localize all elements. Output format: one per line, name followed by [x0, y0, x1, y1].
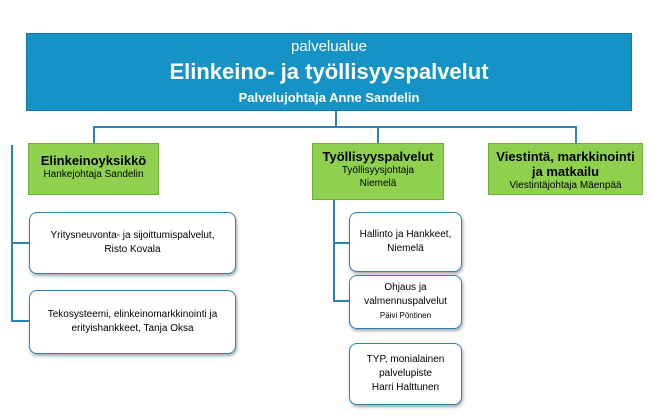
connector-horizontal — [93, 126, 577, 128]
left-tree-branch-2 — [11, 320, 29, 322]
header-director: Palvelujohtaja Anne Sandelin — [238, 90, 420, 105]
connector-to-elinkeino — [93, 126, 95, 143]
mid-tree-branch-2 — [333, 300, 349, 302]
box-line-1: Hallinto ja Hankkeet, — [359, 229, 452, 240]
box-line-2: valmennuspalvelut — [364, 296, 447, 307]
unit-title: Elinkeinoyksikkö — [40, 153, 147, 168]
unit-title-2: ja matkailu — [531, 164, 600, 179]
box-line-2: Risto Kovala — [104, 244, 161, 255]
header-category: palvelualue — [291, 38, 367, 55]
box-tekosysteemi — [29, 290, 236, 354]
mid-tree-vertical — [333, 200, 335, 302]
unit-tyollisyyspalvelut — [312, 143, 444, 200]
unit-title-1: Viestintä, markkinointi — [496, 149, 635, 164]
box-yritysneuvonta — [29, 212, 236, 274]
unit-subtitle: Hankejohtaja Sandelin — [43, 169, 144, 180]
connector-top-down — [335, 111, 337, 126]
connector-to-viestinta — [575, 126, 577, 143]
unit-subtitle-2: Niemelä — [359, 178, 397, 189]
palvelualue-header-box — [26, 33, 632, 111]
connector-to-tyollisyys — [377, 126, 379, 143]
header-title: Elinkeino- ja työllisyyspalvelut — [169, 59, 489, 84]
box-line-3: Päivi Pöntinen — [379, 311, 432, 320]
box-ohjaus — [349, 275, 462, 329]
unit-viestinta — [488, 143, 643, 195]
box-line-2: erityishankkeet, Tanja Oksa — [71, 323, 194, 334]
box-line-2: palvelupiste — [379, 368, 432, 379]
box-line-1: TYP, monialainen — [366, 354, 445, 365]
box-line-3: Harri Halttunen — [371, 382, 440, 393]
box-line-1: Ohjaus ja — [384, 282, 427, 293]
unit-title: Työllisyyspalvelut — [322, 149, 434, 164]
unit-subtitle: Viestintäjohtaja Mäenpää — [509, 180, 622, 191]
box-hallinto — [349, 212, 462, 272]
left-tree-vertical — [11, 145, 13, 322]
box-line-2: Niemelä — [387, 243, 424, 254]
unit-subtitle-1: Työllisyysjohtaja — [341, 165, 415, 176]
unit-elinkeinoyksikko — [28, 143, 159, 195]
box-line-1: Tekosysteemi, elinkeinomarkkinointi ja — [47, 309, 218, 320]
left-tree-branch-1 — [11, 242, 29, 244]
box-typ — [349, 343, 462, 405]
mid-tree-branch-1 — [333, 242, 349, 244]
box-line-1: Yritysneuvonta- ja sijoittumispalvelut, — [50, 230, 215, 241]
